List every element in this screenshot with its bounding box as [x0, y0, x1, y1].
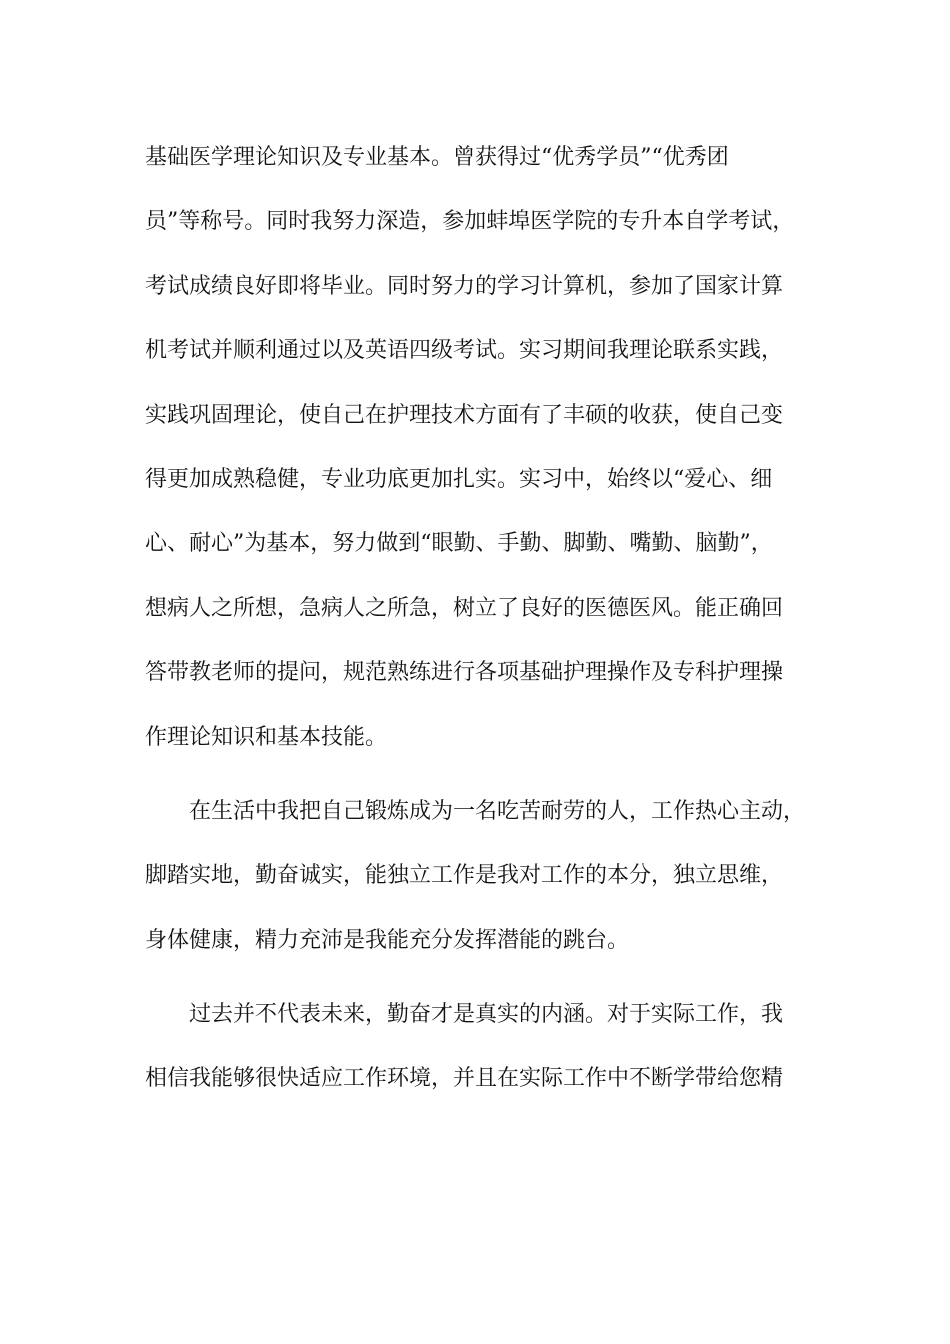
paragraph-line: 基础医学理论知识及专业基本。曾获得过“优秀学员”“优秀团 [145, 145, 729, 170]
paragraph-line: 在生活中我把自己锻炼成为一名吃苦耐劳的人，工作热心主动， [189, 798, 806, 824]
paragraph-line: 机考试并顺利通过以及英语四级考试。实习期间我理论联系实践， [145, 338, 784, 364]
paragraph-spacer [145, 973, 835, 983]
paragraph-line: 考试成绩良好即将毕业。同时努力的学习计算机，参加了国家计算 [145, 273, 784, 299]
paragraph-line: 作理论知识和基本技能。 [145, 724, 388, 750]
paragraph-line: 过去并不代表未来，勤奋才是真实的内涵。对于实际工作，我 [189, 1002, 784, 1028]
paragraph-line: 员”等称号。同时我努力深造，参加蚌埠医学院的专升本自学考试， [145, 209, 795, 235]
paragraph-line: 想病人之所想，急病人之所急，树立了良好的医德医风。能正确回 [145, 595, 784, 621]
paragraph-line: 身体健康，精力充沛是我能充分发挥潜能的跳台。 [145, 927, 630, 953]
paragraph-line: 实践巩固理论，使自己在护理技术方面有了丰硕的收获，使自己变 [145, 402, 784, 428]
paragraph-line: 答带教老师的提问，规范熟练进行各项基础护理操作及专科护理操 [145, 660, 784, 686]
paragraph-line: 相信我能够很快适应工作环境，并且在实际工作中不断学带给您精 [145, 1066, 784, 1092]
document-body [145, 126, 835, 1112]
paragraph-line: 心、耐心”为基本，努力做到“眼勤、手勤、脚勤、嘴勤、脑勤”， [145, 531, 773, 557]
paragraph-line: 得更加成熟稳健，专业功底更加扎实。实习中，始终以“爱心、细 [145, 466, 773, 492]
paragraph-2 [145, 780, 835, 973]
paragraph-line: 脚踏实地，勤奋诚实，能独立工作是我对工作的本分，独立思维， [145, 863, 784, 889]
paragraph-1 [145, 126, 835, 770]
paragraph-3 [145, 983, 835, 1112]
paragraph-spacer [145, 770, 835, 780]
